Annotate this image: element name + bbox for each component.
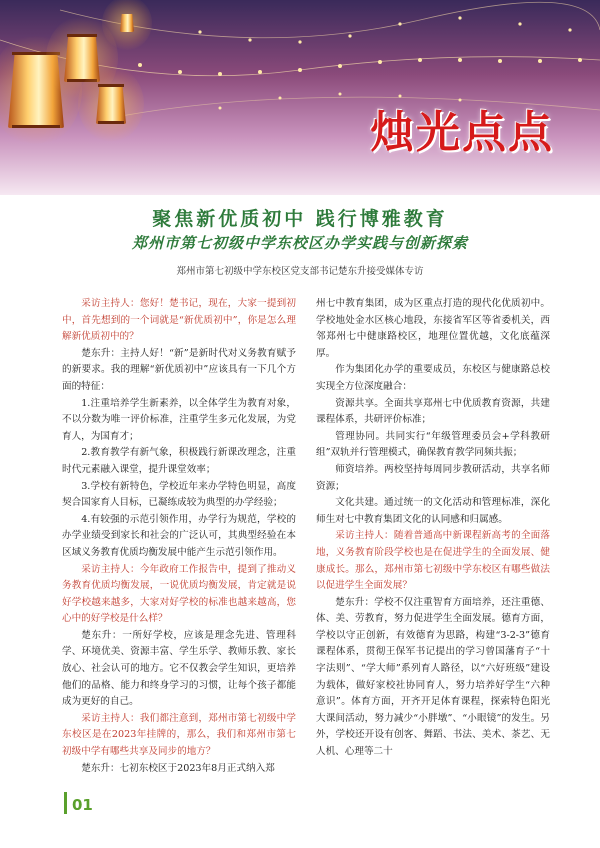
- paragraph-answer: 师资培养。两校坚持每周同步教研活动，共享名师资源；: [316, 463, 550, 492]
- page-number: 01: [72, 796, 93, 814]
- paragraph-answer: 管理协同。共同实行“年级管理委员会+学科教研组”双轨并行管理模式，确保教育教学同频共振；: [316, 430, 550, 459]
- lantern-small: [96, 84, 126, 124]
- header-banner: [0, 0, 600, 195]
- paragraph-answer: 楚东升：七初东校区于2023年8月正式纳入郑: [81, 762, 275, 774]
- paragraph-answer: 1.注重培养学生新素养，以全体学生为教育对象，不以分数为唯一评价标准，注重学生多元化发展，为党育人，为国育才；: [62, 397, 296, 442]
- paragraph-question: 采访主持人：我们都注意到，郑州市第七初级中学东校区是在2023年挂牌的，那么，我们和郑州市第七初级中学有哪些共享及同步的地方？: [62, 712, 296, 758]
- left-column: [62, 296, 296, 777]
- paragraph-answer: 资源共享。全面共享郑州七中优质教育资源，共建课程体系，共研评价标准；: [316, 397, 550, 426]
- page-number-marker: [64, 792, 67, 814]
- paragraph-answer: 楚东升：学校不仅注重智育方面培养，还注重德、体、美、劳教育，努力促进学生全面发展。德育方面，学校以守正创新，有效德育为思路，构建“3-2-3”德育课程体系，贯彻王保军书记提出的学习曾国藩育子“十字法则”、“学大师”系列育人路径，以“六好班级”建设为载体，做好家校社协同育人，努力培养好学生“六种意识”。体育方面，开齐开足体育课程，探索特色阳光大课间活动，努力减少“小胖墩”、“小眼镜”的发生。另外，学校还开设有创客、舞蹈、书法、美术、茶艺、无人机、心理等二十: [316, 596, 550, 758]
- section-title: 烛光点点: [370, 107, 554, 158]
- lantern-tiny: [120, 14, 134, 32]
- paragraph-question: 采访主持人：您好！楚书记，现在，大家一提到初中，首先想到的一个词就是“新优质初中”，你是怎么理解新优质初中的？: [62, 298, 296, 343]
- paragraph-answer: 楚东升：主持人好！“新”是新时代对义务教育赋予的新要求。我的理解“新优质初中”应该具有一下几个方面的特征：: [62, 347, 296, 392]
- paragraph-answer: 3.学校有新特色，学校近年来办学特色明显，高度契合国家育人目标，已凝练成较为典型的办学经验；: [62, 480, 296, 509]
- article-byline: 郑州市第七初级中学东校区党支部书记楚东升接受媒体专访: [176, 266, 424, 277]
- right-column: [316, 296, 550, 761]
- paragraph-answer: 4.有较强的示范引领作用，办学行为规范，学校的办学业绩受到家长和社会的广泛认可，其典型经验在本区域义务教育优质均衡发展中能产生示范引领作用。: [62, 513, 296, 558]
- paragraph-answer: 楚东升：一所好学校，应该是理念先进、管理科学、环境优美、资源丰富、学生乐学、教师乐教、家长放心、社会认可的地方。它不仅教会学生知识，更培养他们的品格、能力和终身学习的习惯，让每个孩子都能成为更好的自己。: [62, 629, 296, 708]
- article-title: 聚焦新优质初中 践行博雅教育: [152, 208, 448, 230]
- article-subtitle: 郑州市第七初级中学东校区办学实践与创新探索: [131, 234, 468, 252]
- paragraph-answer: 作为集团化办学的重要成员，东校区与健康路总校实现全方位深度融合：: [316, 364, 550, 392]
- paragraph-question: 采访主持人：随着普通高中新课程新高考的全面落地，义务教育阶段学校也是在促进学生的全面发展、健康成长。那么，郑州市第七初级中学东校区有哪些做法以促进学生全面发展？: [316, 530, 550, 592]
- paragraph-answer: 2.教育教学有新气象，积极践行新课改理念，注重时代元素融入课堂，提升课堂效率；: [62, 447, 296, 475]
- paragraph-question: 采访主持人：今年政府工作报告中，提到了推动义务教育优质均衡发展，一说优质均衡发展，肯定就是说好学校越来越多，大家对好学校的标准也越来越高，您心中的好学校是什么样？: [62, 563, 296, 625]
- paragraph-answer: 文化共建。通过统一的文化活动和管理标准，深化师生对七中教育集团文化的认同感和归属感。: [316, 497, 550, 525]
- paragraph-continued: 州七中教育集团，成为区重点打造的现代化优质初中。学校地处金水区核心地段，东接省军区等省委机关，西邻郑州七中健康路校区，地理位置优越，文化底蕴深厚。: [316, 298, 550, 359]
